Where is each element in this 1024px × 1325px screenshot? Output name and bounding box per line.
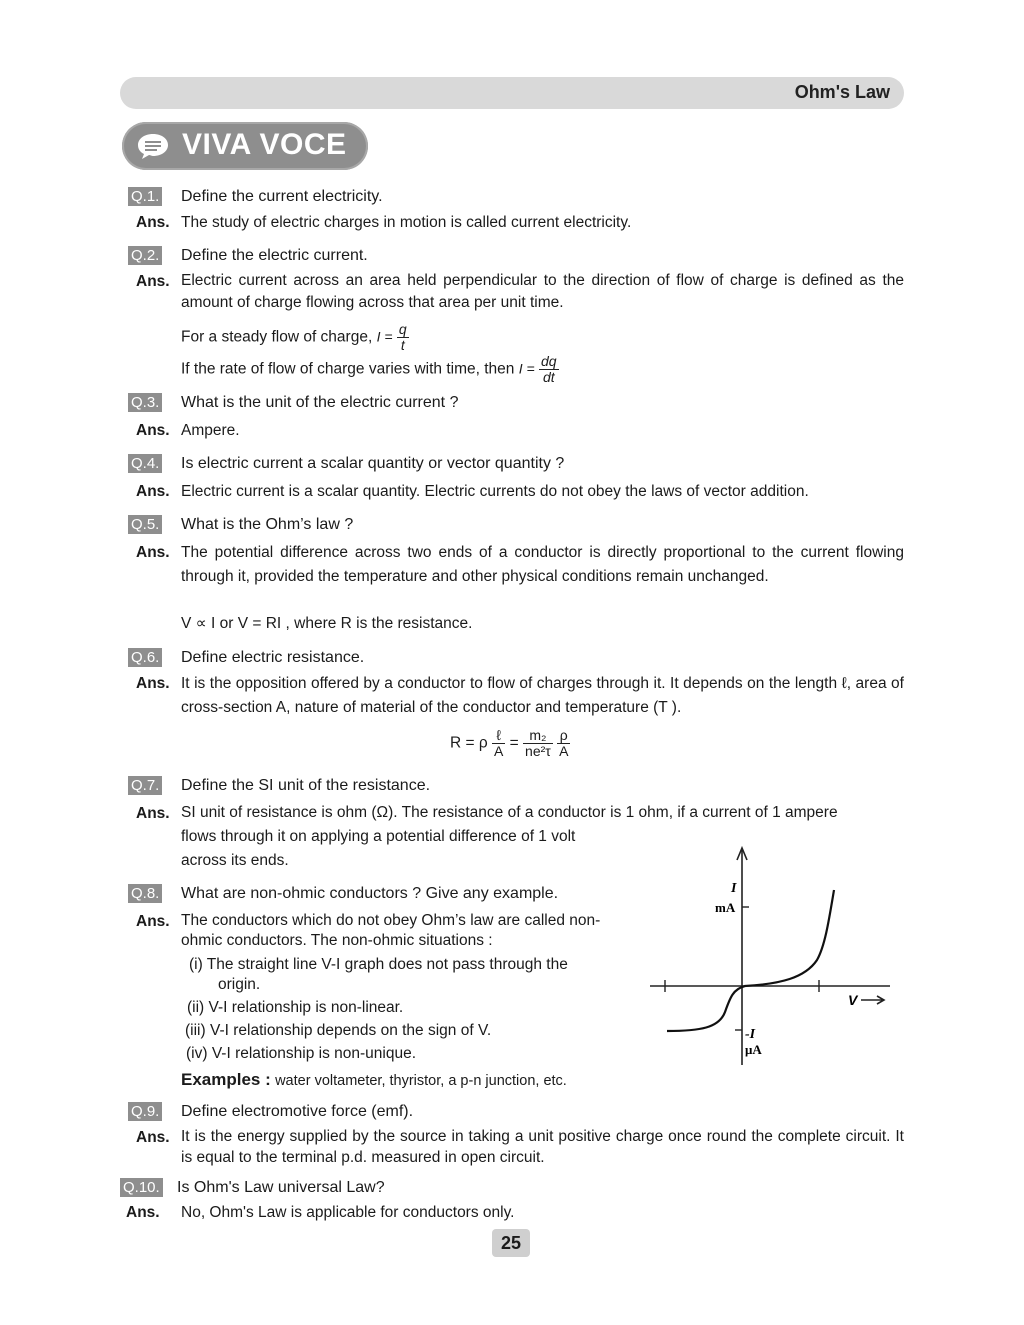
question-text: Define the current electricity. (181, 188, 383, 205)
formula-line (181, 354, 559, 385)
question-tag: Q.9. (128, 1102, 162, 1121)
examples-line (181, 1069, 567, 1092)
examples-text: water voltameter, thyristor, a p-n junction, etc. (275, 1073, 567, 1089)
numerator: m₂ (523, 728, 553, 744)
fraction (397, 322, 409, 353)
list-item: (i) The straight line V-I graph does not pass through the (189, 956, 568, 973)
answer-text: It is the opposition offered by a conductor to flow of charges through it. It depends on the length ℓ, area of cross-section A, nature of material of the conductor and temperature (T ). (181, 675, 904, 716)
neg-y-label: -I (745, 1027, 756, 1042)
answer-label: Ans. (136, 273, 170, 290)
question-text: Define the electric current. (181, 247, 368, 264)
question-text: Define the SI unit of the resistance. (181, 777, 431, 794)
question-tag: Q.1. (128, 187, 162, 206)
header-bar (120, 77, 904, 109)
examples-label: Examples : (181, 1070, 271, 1089)
formula-lhs: R = ρ (450, 734, 488, 752)
answer-label: Ans. (126, 1204, 160, 1221)
chapter-title: Ohm's Law (794, 82, 890, 102)
list-item: (iv) V-I relationship is non-unique. (186, 1045, 417, 1062)
question-text: Define electric resistance. (181, 649, 365, 666)
answer-text: SI unit of resistance is ohm (Ω). The resistance of a conductor is 1 ohm, if a current of 1 ampere (181, 804, 838, 821)
question-tag: Q.3. (128, 393, 162, 412)
neg-y-unit: μA (745, 1042, 762, 1057)
answer-label: Ans. (136, 675, 170, 692)
answer-text: The potential difference across two ends of a conductor is directly proportional to the current flowing through it, provided the temperature and other physical conditions remain unchanged. (181, 544, 904, 585)
question-text: What are non-ohmic conductors ? Give any example. (181, 885, 559, 902)
answer-text: The conductors which do not obey Ohm’s law are called non- (181, 912, 601, 929)
numerator: ℓ (492, 728, 505, 744)
answer-label: Ans. (136, 544, 170, 561)
y-label: I (731, 881, 737, 896)
characteristic-curve (667, 890, 834, 1031)
answer-text: ohmic conductors. The non-ohmic situations : (181, 932, 493, 949)
answer-label: Ans. (136, 1129, 170, 1146)
x-arrow (861, 996, 884, 1004)
answer-text: across its ends. (181, 852, 289, 869)
formula-line (181, 322, 409, 353)
answer-text: Ampere. (181, 422, 240, 439)
answer-label: Ans. (136, 805, 170, 822)
answer-label: Ans. (136, 422, 170, 439)
question-text: What is the Ohm’s law ? (181, 516, 354, 533)
fraction (557, 728, 570, 759)
y-unit: mA (715, 900, 736, 915)
question-text: Is Ohm's Law universal Law? (177, 1179, 385, 1196)
viva-voce-banner (122, 122, 368, 170)
answer-label: Ans. (136, 214, 170, 231)
answer-text: It is the energy supplied by the source in taking a unit positive charge once round the complete circuit. It is equal to the terminal p.d. measured in open circuit. (181, 1128, 904, 1166)
denominator: A (559, 743, 569, 759)
denominator: dt (542, 369, 555, 385)
question-tag: Q.10. (120, 1178, 163, 1197)
list-item: (iii) V-I relationship depends on the sign of V. (185, 1022, 492, 1039)
question-tag: Q.8. (128, 884, 162, 903)
numerator: ρ (557, 728, 570, 744)
fraction (523, 728, 553, 759)
question-tag: Q.4. (128, 454, 162, 473)
fraction (492, 728, 505, 759)
resistance-formula (450, 728, 570, 759)
x-label: V (848, 992, 858, 1008)
answer-label: Ans. (136, 483, 170, 500)
fraction (539, 354, 559, 385)
speech-bubble-icon (136, 132, 170, 160)
question-tag: Q.2. (128, 246, 162, 265)
list-item: origin. (218, 976, 261, 993)
equals-sign: = (509, 734, 519, 752)
banner-title: VIVA VOCE (182, 128, 347, 161)
answer-text: Electric current across an area held perpendicular to the direction of flow of charge is defined as the amount of charge flowing across that area per unit time. (181, 272, 904, 311)
question-text: Is electric current a scalar quantity or vector quantity ? (181, 455, 565, 472)
formula-lhs: I = (518, 360, 535, 377)
answer-label: Ans. (136, 913, 170, 930)
answer-text: flows through it on applying a potential difference of 1 volt (181, 828, 576, 845)
denominator: ne²τ (525, 743, 551, 759)
answer-text: The study of electric charges in motion is called current electricity. (181, 214, 632, 231)
formula-text: If the rate of flow of charge varies with time, then (181, 360, 515, 378)
denominator: A (494, 743, 504, 759)
numerator: q (398, 321, 407, 337)
answer-text: Electric current is a scalar quantity. Electric currents do not obey the laws of vector addition. (181, 483, 809, 500)
question-tag: Q.6. (128, 648, 162, 667)
denominator: t (400, 337, 405, 353)
numerator: dq (541, 353, 557, 369)
page-number: 25 (492, 1229, 530, 1257)
list-item: (ii) V-I relationship is non-linear. (187, 999, 404, 1016)
question-tag: Q.7. (128, 776, 162, 795)
question-tag: Q.5. (128, 515, 162, 534)
formula-text: For a steady flow of charge, (181, 328, 373, 346)
formula-lhs: I = (376, 328, 393, 345)
question-text: What is the unit of the electric current ? (181, 394, 459, 411)
ohms-relation: V ∝ I or V = RI , where R is the resistance. (181, 615, 473, 632)
answer-text: No, Ohm's Law is applicable for conductors only. (181, 1204, 515, 1221)
vi-characteristic-graph (645, 840, 895, 1070)
question-text: Define electromotive force (emf). (181, 1103, 414, 1120)
